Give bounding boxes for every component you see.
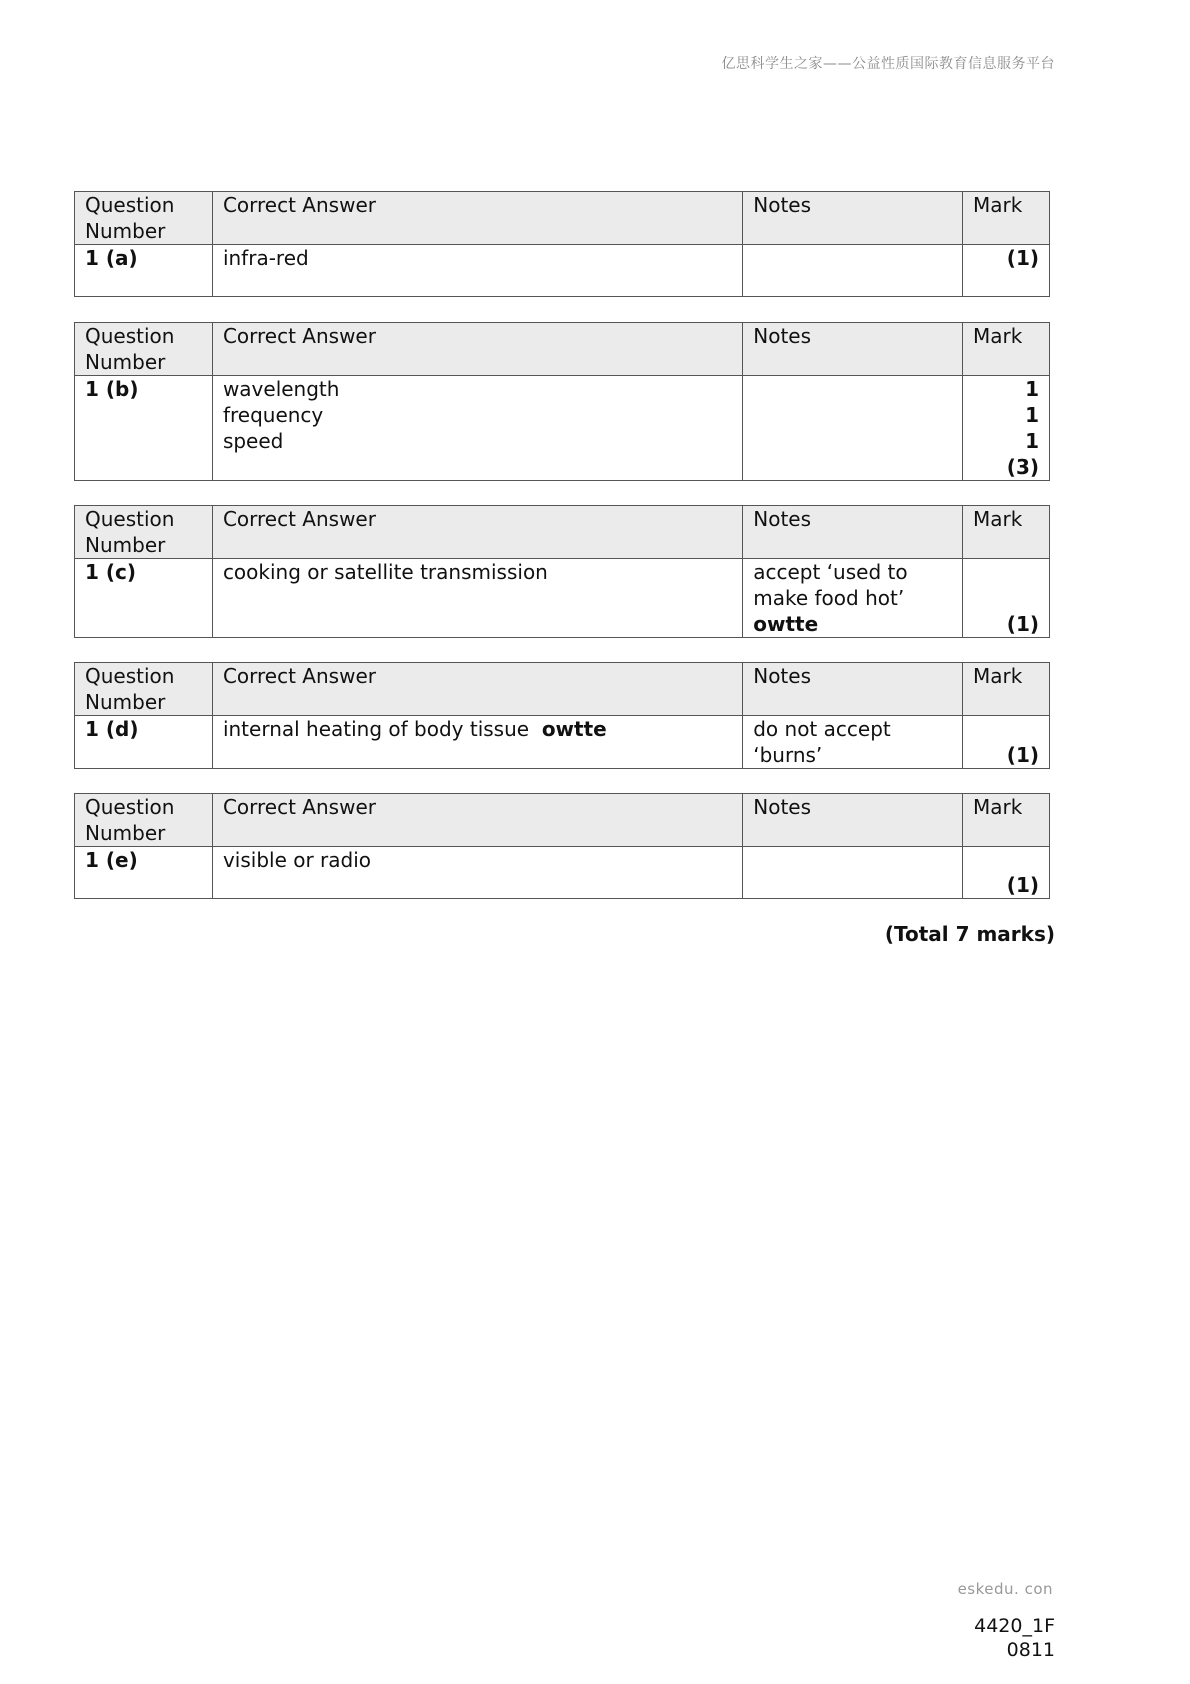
footer-watermark: eskedu. con <box>957 1580 1053 1598</box>
question-number: 1 (a) <box>75 245 213 297</box>
mark-total: (1) <box>1006 246 1039 270</box>
paper-code-line: 0811 <box>1006 1639 1055 1661</box>
correct-answer-header: Correct Answer <box>212 794 742 847</box>
question-number-header: Question Number <box>75 794 213 847</box>
table-row <box>75 376 1050 481</box>
mark-total: (3) <box>1006 455 1039 479</box>
mark-scheme-table-1b <box>74 322 1050 481</box>
answer-line: cooking or satellite transmission <box>222 560 548 584</box>
paper-code <box>974 1614 1055 1662</box>
mark-header: Mark <box>963 192 1050 245</box>
notes-cell <box>743 245 963 297</box>
mark-scheme-table-1e <box>74 793 1050 899</box>
notes-header: Notes <box>743 323 963 376</box>
mark-header: Mark <box>963 323 1050 376</box>
question-number: 1 (b) <box>75 376 213 481</box>
question-number-header: Question Number <box>75 663 213 716</box>
correct-answer <box>212 847 742 899</box>
mark-header: Mark <box>963 794 1050 847</box>
question-number-header: Question Number <box>75 192 213 245</box>
table-row <box>75 559 1050 638</box>
table-row <box>75 245 1050 297</box>
notes-bold-text: owtte <box>753 612 819 636</box>
notes-text: accept ‘used to make food hot’ <box>753 560 908 610</box>
mark-header: Mark <box>963 506 1050 559</box>
table-header-row <box>75 506 1050 559</box>
notes-cell <box>743 716 963 769</box>
correct-answer <box>212 559 742 638</box>
notes-text: do not accept ‘burns’ <box>753 717 891 767</box>
mark-cell <box>963 847 1050 899</box>
answer-line: speed <box>222 429 284 453</box>
paper-code-line: 4420_1F <box>974 1615 1055 1637</box>
mark-cell <box>963 376 1050 481</box>
mark-cell <box>963 559 1050 638</box>
table-header-row <box>75 323 1050 376</box>
question-number-header: Question Number <box>75 506 213 559</box>
mark-scheme-table-1a <box>74 191 1050 297</box>
answer-bold-text: owtte <box>541 717 607 741</box>
notes-cell <box>743 559 963 638</box>
notes-header: Notes <box>743 663 963 716</box>
question-number: 1 (c) <box>75 559 213 638</box>
table-row <box>75 847 1050 899</box>
notes-cell <box>743 376 963 481</box>
question-number: 1 (d) <box>75 716 213 769</box>
table-row <box>75 716 1050 769</box>
header-watermark: 亿思科学生之家——公益性质国际教育信息服务平台 <box>721 56 1055 72</box>
notes-header: Notes <box>743 506 963 559</box>
mark-total: (1) <box>1006 743 1039 767</box>
question-number-header: Question Number <box>75 323 213 376</box>
table-header-row <box>75 192 1050 245</box>
mark-cell <box>963 245 1050 297</box>
answer-line: frequency <box>222 403 324 427</box>
notes-cell <box>743 847 963 899</box>
mark-value: 1 <box>1025 403 1039 427</box>
total-marks: (Total 7 marks) <box>884 922 1055 946</box>
table-header-row <box>75 794 1050 847</box>
answer-line: wavelength <box>222 377 340 401</box>
correct-answer-header: Correct Answer <box>212 663 742 716</box>
correct-answer-header: Correct Answer <box>212 506 742 559</box>
mark-total: (1) <box>1006 873 1039 897</box>
answer-line: infra-red <box>222 246 309 270</box>
mark-header: Mark <box>963 663 1050 716</box>
mark-total: (1) <box>1006 612 1039 636</box>
correct-answer <box>212 376 742 481</box>
mark-value: 1 <box>1025 429 1039 453</box>
table-header-row <box>75 663 1050 716</box>
answer-line: internal heating of body tissue <box>222 717 530 741</box>
correct-answer <box>212 245 742 297</box>
mark-scheme-table-1c <box>74 505 1050 638</box>
correct-answer-header: Correct Answer <box>212 192 742 245</box>
correct-answer-header: Correct Answer <box>212 323 742 376</box>
notes-header: Notes <box>743 192 963 245</box>
mark-cell <box>963 716 1050 769</box>
question-number: 1 (e) <box>75 847 213 899</box>
mark-scheme-table-1d <box>74 662 1050 769</box>
correct-answer <box>212 716 742 769</box>
answer-line: visible or radio <box>222 848 372 872</box>
notes-header: Notes <box>743 794 963 847</box>
mark-value: 1 <box>1025 377 1039 401</box>
